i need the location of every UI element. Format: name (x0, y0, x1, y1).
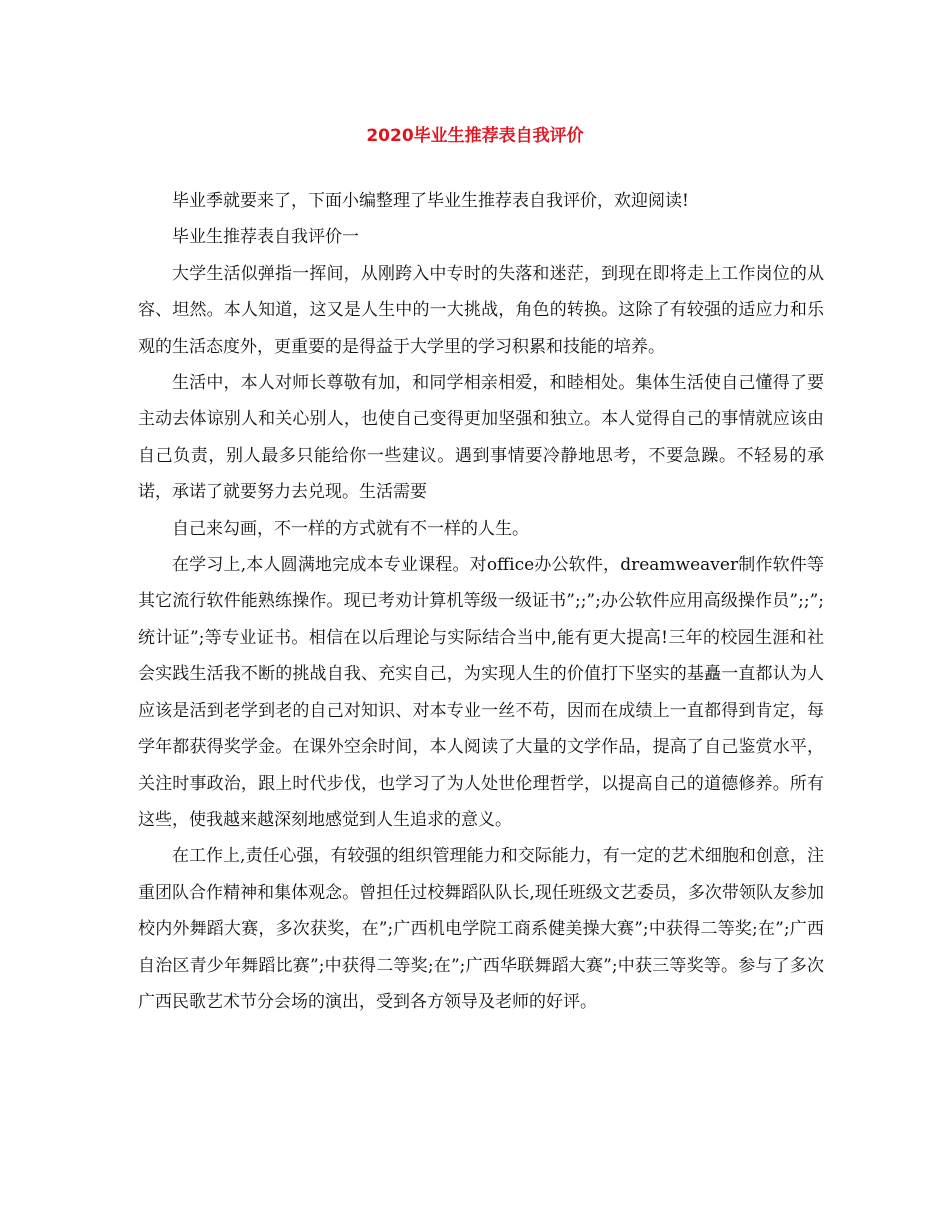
paragraph-daily-life: 生活中，本人对师长尊敬有加，和同学相亲相爱，和睦相处。集体生活使自己懂得了要主动去体谅别人和关心别人，也使自己变得更加坚强和独立。本人觉得自己的事情就应该由自己负责，别人最多只能给你一些建议。遇到事情要冷静地思考，不要急躁。不轻易的承诺，承诺了就要努力去兑现。生活需要 (138, 373, 824, 503)
paragraph-study: 在学习上,本人圆满地完成本专业课程。对office办公软件，dreamweaver制作软件等其它流行软件能熟练操作。现已考劝计算机等级一级证书”;;”;办公软件应用高级操作员”;;”;统计证”;等专业证书。相信在以后理论与实际结合当中,能有更大提高!三年的校园生涯和社会实践生活我不断的挑战自我、充实自己，为实现人生的价值打下坚实的基矗一直都认为人应该是活到老学到老的自己对知识、对本专业一丝不苟，因而在成绩上一直都得到肯定，每学年都获得奖学金。在课外空余时间，本人阅读了大量的文学作品，提高了自己鉴赏水平，关注时事政治，跟上时代步伐，也学习了为人处世伦理哲学，以提高自己的道德修养。所有这些，使我越来越深刻地感觉到人生追求的意义。 (138, 555, 824, 830)
paragraph-work: 在工作上,责任心强，有较强的组织管理能力和交际能力，有一定的艺术细胞和创意，注重团队合作精神和集体观念。曾担任过校舞蹈队队长,现任班级文艺委员，多次带领队友参加校内外舞蹈大赛，多次获奖，在”;广西机电学院工商系健美操大赛”;中获得二等奖;在”;广西自治区青少年舞蹈比赛”;中获得二等奖;在”;广西华联舞蹈大赛”;中获三等奖等。参与了多次广西民歌艺术节分会场的演出，受到各方领导及老师的好评。 (138, 846, 824, 1012)
document-title: 2020毕业生推荐表自我评价 (366, 126, 584, 146)
paragraph-intro: 毕业季就要来了，下面小编整理了毕业生推荐表自我评价，欢迎阅读! (172, 191, 689, 211)
paragraph-college-life: 大学生活似弹指一挥间，从刚跨入中专时的失落和迷茫，到现在即将走上工作岗位的从容、坦然。本人知道，这又是人生中的一大挑战，角色的转换。这除了有较强的适应力和乐观的生活态度外，更重要的是得益于大学里的学习积累和技能的培养。 (138, 263, 824, 357)
section-heading: 毕业生推荐表自我评价一 (172, 227, 359, 248)
document-body (138, 183, 824, 1020)
paragraph-daily-life-continued: 自己来勾画，不一样的方式就有不一样的人生。 (172, 518, 529, 539)
